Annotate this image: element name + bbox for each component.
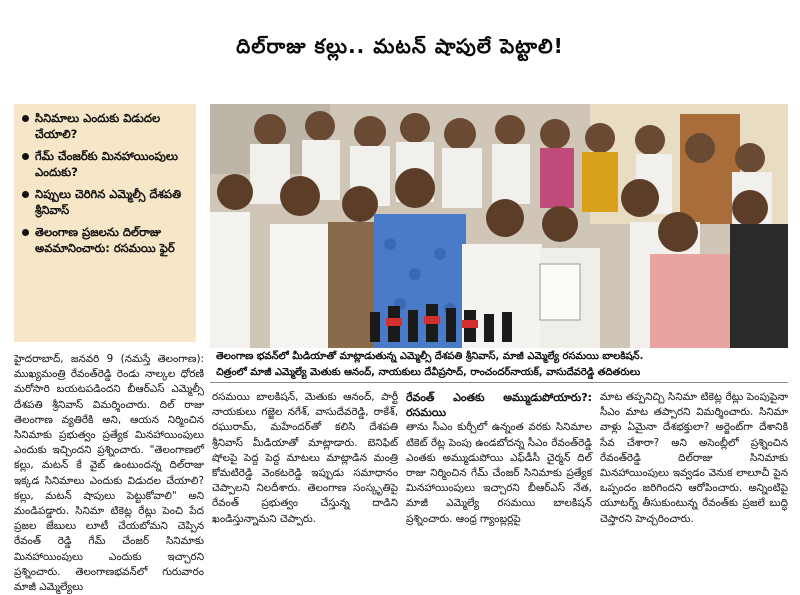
highlight-text: గేమ్ చేంజర్‌కు మినహాయింపులు ఎందుకు? bbox=[35, 149, 179, 179]
highlight-item bbox=[22, 148, 188, 180]
highlight-text: సినిమాలు ఎందుకు విడుదల చేయాలి? bbox=[35, 111, 161, 141]
column-3-text: తాను సీఎం కుర్చీలో ఉన్నంత వరకు సినిమాల టికెట్ రేట్ల పెంపు ఉండబోదన్న సీఎం రేవంత్‌రెడ్డి ఎంతకు అమ్ముడుపోయి ఎఫ్‌డీసీ చైర్మన్ దిల్ రాజు నిర్మించిన గేమ్ చేంజర్ సినిమాకు ప్రత్యేక మినహాయింపులు ఇచ్చారని బీఆర్‌ఎస్ నేత, మాజీ ఎమ్మెల్యే రసమయి బాలకిషన్ ప్రశ్నించారు. ఆంధ్ర గ్యాంబ్లర్లపై bbox=[406, 421, 592, 525]
highlight-item bbox=[22, 224, 188, 256]
photo-caption bbox=[210, 349, 788, 383]
article-column-3 bbox=[406, 390, 592, 548]
highlights-box bbox=[14, 104, 196, 342]
press-meet-photo bbox=[210, 104, 788, 348]
headline: దిల్‌రాజు కల్లు.. మటన్ షాపులే పెట్టాలి! bbox=[236, 33, 564, 58]
bullet-icon bbox=[22, 191, 29, 198]
bullet-icon bbox=[22, 115, 29, 122]
highlight-text: నిప్పులు చెరిగిన ఎమ్మెల్సీ దేశపతి శ్రీనివాస్ bbox=[35, 187, 182, 217]
article-column-2: రసమయి బాలకిషన్, మెతుకు ఆనంద్, పార్టీ నాయకులు గజ్జెల నగేశ్, వాసుదేవరెడ్డి, రాకేశ్, రఘురామ్, మహేందర్‌తో కలిసి దేశపతి శ్రీనివాస్ మీడియాతో మాట్లాడారు. బెనిఫిట్ షోలపై పెద్ద పెద్ద మాటలు మాట్లాడిన మంత్రి కోమటిరెడ్డి వెంకటరెడ్డి ఇప్పుడు సమాధానం చెప్పాలని నిలదీశారు. తెలంగాణ సంస్కృతిపై రేవంత్ ప్రభుత్వం చేస్తున్న దాడిని ఖండిస్తున్నామని చెప్పారు. bbox=[212, 391, 398, 525]
bullet-icon bbox=[22, 153, 29, 160]
highlight-text: తెలంగాణ ప్రజలను దిల్‌రాజు అవమానించారు: రసమయి ఫైర్ bbox=[35, 225, 175, 255]
caption-line-2: చిత్రంలో మాజీ ఎమ్మెల్యే మెతుకు ఆనంద్, నాయకులు దేవీప్రసాద్, రాంచందర్‌నాయక్, వాసుదేవరెడ్డి తదితరులు bbox=[216, 367, 641, 378]
bullet-icon bbox=[22, 229, 29, 236]
caption-line-1: తెలంగాణ భవన్‌లో మీడియాతో మాట్లాడుతున్న ఎమ్మెల్సీ దేశపతి శ్రీనివాస్, మాజీ ఎమ్మెల్యే రసమయి బాలకిషన్. bbox=[216, 351, 644, 362]
article-column-1: హైదరాబాద్, జనవరి 9 (నమస్తే తెలంగాణ): ముఖ్యమంత్రి రేవంత్‌రెడ్డి రెండు నాల్కల ధోరణి మరోసారి బయటపడిందని బీఆర్‌ఎస్ ఎమ్మెల్సీ దేశపతి శ్రీనివాస్ విమర్శించారు. దిల్ రాజు తెలంగాణ వ్యతిరేకి అని, ఆయన నిర్మించిన సినిమాకు ప్రభుత్వం ప్రత్యేక మినహాయింపులు ఎందుకు ఇచ్చిందని ప్రశ్నించారు. "తెలంగాణలో కల్లు, మటన్ కే వైబ్ ఉంటుందన్న దిల్‌రాజు ఇక్కడ సినిమాలు ఎందుకు విడుదల చేయాలి? కల్లు, మటన్ షాపులు పెట్టుకోవాలి" అని మండిపడ్డారు. సినిమా టికెట్ల రేట్లు పెంచి పేద ప్రజల జేబులు లూటీ చేయబోమని చెప్పిన రేవంత్ రెడ్డి గేమ్ చేంజర్ సినిమాకు మినహాయింపులు ఎందుకు ఇచ్చారని ప్రశ్నించారు. తెలంగాణభవన్‌లో గురువారం మాజీ ఎమ్మెల్యేలు bbox=[14, 353, 204, 594]
highlight-item bbox=[22, 110, 188, 142]
highlight-item bbox=[22, 186, 188, 218]
subheading: రేవంత్ ఎంతకు అమ్ముడుపోయారు?: రసమయి bbox=[406, 391, 592, 420]
article-column-4: మాట తప్పనిచ్చి సినిమా టికెట్ల రేట్లు పెంపుపైనా సీఎం మాట తప్పారని విమర్శించారు. సినిమా వాళ్లు ఏమైనా దేశభక్తులా? అర్జెంట్‌గా దేశానికి సేవ చేశారా? అని అసెంబ్లీలో ప్రశ్నించిన రేవంత్‌రెడ్డి దిల్‌రాజు సినిమాకు మినహాయింపులు ఇవ్వడం వెనుక లాలూచీ పైన ఒప్పందం జరిగిందని ఆరోపించారు. అన్నింటిపై యూటర్న్ తీసుకుంటున్న రేవంత్‌కు ప్రజలే బుద్ధి చెప్తారని హెచ్చరించారు. bbox=[600, 391, 788, 525]
photo-illustration bbox=[210, 104, 788, 348]
